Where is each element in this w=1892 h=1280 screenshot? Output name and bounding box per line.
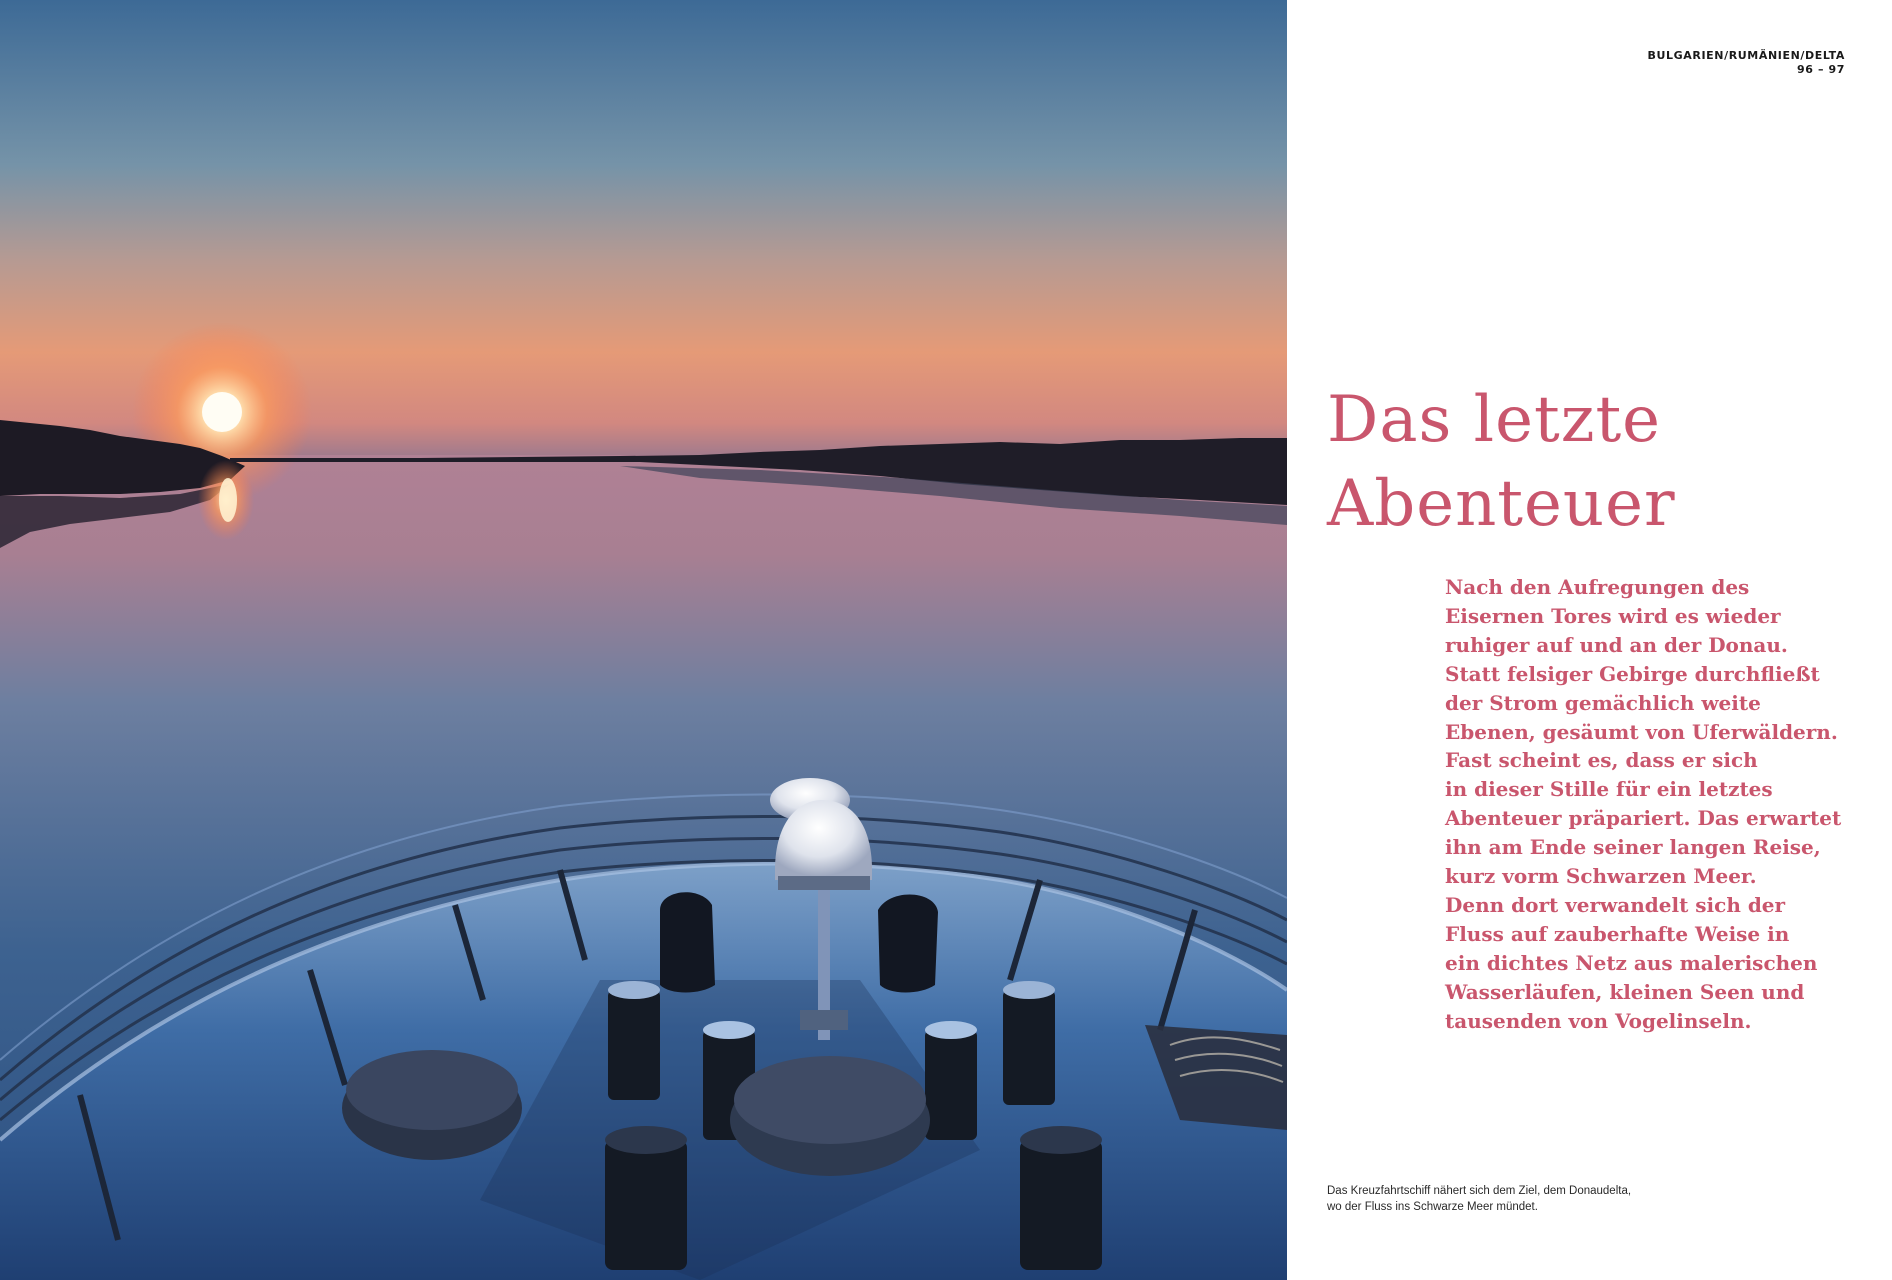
lead-line: Eisernen Tores wird es wieder — [1445, 603, 1781, 628]
caption-line: wo der Fluss ins Schwarze Meer mündet. — [1327, 1201, 1538, 1213]
lead-line: Statt felsiger Gebirge durchfließt — [1445, 661, 1820, 686]
lead-line: ein dichtes Netz aus malerischen — [1445, 950, 1818, 975]
lead-paragraph — [1445, 573, 1885, 1036]
caption-line: Das Kreuzfahrtschiff nähert sich dem Ziel, dem Donaudelta, — [1327, 1185, 1632, 1197]
lead-line: Fluss auf zauberhafte Weise in — [1445, 921, 1790, 946]
photo-caption — [1327, 1183, 1747, 1215]
section-label: BULGARIEN/RUMÄNIEN/DELTA — [1647, 49, 1845, 62]
article-headline — [1327, 378, 1847, 546]
lead-line: Ebenen, gesäumt von Uferwäldern. — [1445, 719, 1838, 744]
headline-line: Abenteuer — [1327, 467, 1676, 541]
lead-line: ihn am Ende seiner langen Reise, — [1445, 835, 1821, 860]
lead-line: ruhiger auf und an der Donau. — [1445, 632, 1788, 657]
lead-line: der Strom gemächlich weite — [1445, 690, 1761, 715]
lead-line: kurz vorm Schwarzen Meer. — [1445, 864, 1757, 889]
lead-line: tausenden von Vogelinseln. — [1445, 1008, 1752, 1033]
running-head — [1648, 49, 1845, 77]
lead-line: Denn dort verwandelt sich der — [1445, 892, 1786, 917]
lead-line: in dieser Stille für ein letztes — [1445, 777, 1773, 802]
lead-line: Wasserläufen, kleinen Seen und — [1445, 979, 1805, 1004]
headline-line: Das letzte — [1327, 383, 1662, 457]
lead-line: Abenteuer präpariert. Das erwartet — [1445, 806, 1842, 831]
lead-line: Fast scheint es, dass er sich — [1445, 748, 1758, 773]
lead-line: Nach den Aufregungen des — [1445, 575, 1750, 599]
page-numbers: 96 – 97 — [1797, 63, 1845, 76]
